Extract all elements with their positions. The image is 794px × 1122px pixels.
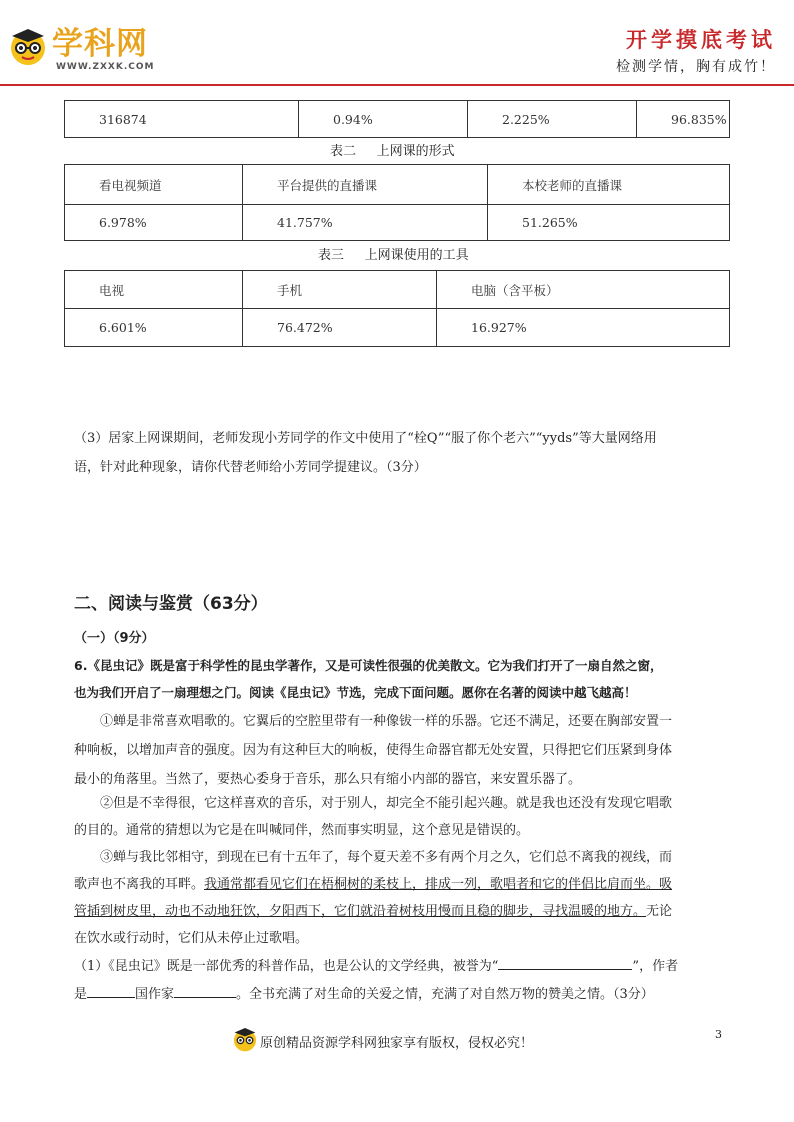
question-1-line-2 xyxy=(74,980,654,1009)
underlined-passage: 管插到树皮里，动也不动地狂饮，夕阳西下，它们就沿着树枝用慢而且稳的脚步，寻找温暖的地方。 xyxy=(74,904,647,919)
table-cell: 6.601% xyxy=(65,309,243,347)
question-3-line-1: （3）居家上网课期间，老师发现小芳同学的作文中使用了“栓Q”“服了你个老六”“yyds”等大量网络用 xyxy=(74,431,657,446)
page-number: 3 xyxy=(715,1028,722,1041)
footer-mascot-icon xyxy=(232,1026,258,1052)
table-row xyxy=(65,205,730,241)
logo-text: 学科网 xyxy=(52,26,148,62)
question-text: 。全书充满了对生命的关爱之情，充满了对自然万物的赞美之情。（3分） xyxy=(236,987,654,1002)
question-1-line-1 xyxy=(74,952,678,981)
table-row xyxy=(65,101,730,138)
question-6-line-1: 6.《昆虫记》既是富于科学性的昆虫学著作，又是可读性很强的优美散文。它为我们打开了一扇自然之窗， xyxy=(74,658,663,673)
footer-copyright: 原创精品资源学科网独家享有版权，侵权必究！ xyxy=(260,1036,534,1051)
header-divider xyxy=(0,84,794,86)
passage-text: 无论 xyxy=(646,904,673,919)
table-header: 平台提供的直播课 xyxy=(243,165,488,205)
logo-mascot-icon xyxy=(8,26,48,66)
exam-subtitle: 检测学情，胸有成竹！ xyxy=(616,59,776,75)
question-3-line-2: 语，针对此种现象，请你代替老师给小芳同学提建议。（3分） xyxy=(74,460,427,475)
table-1 xyxy=(64,100,730,138)
question-text: 是 xyxy=(74,987,88,1002)
logo-url: WWW.ZXXK.COM xyxy=(56,62,155,72)
passage-p2-line-2: 的目的。通常的猜想以为它是在叫喊同伴，然而事实明显，这个意见是错误的。 xyxy=(74,823,530,838)
table-cell: 6.978% xyxy=(65,205,243,241)
table-2 xyxy=(64,164,730,241)
table-3-caption: 表三 上网课使用的工具 xyxy=(318,248,469,263)
question-text: 国作家 xyxy=(135,987,175,1002)
table-3 xyxy=(64,270,730,347)
subsection-title: （一）（9分） xyxy=(74,631,155,646)
passage-p1-line-1: ①蝉是非常喜欢唱歌的。它翼后的空腔里带有一种像钹一样的乐器。它还不满足，还要在胸部安置一 xyxy=(100,714,673,729)
table-cell: 16.927% xyxy=(437,309,730,347)
table-header: 看电视频道 xyxy=(65,165,243,205)
passage-p3-line-4: 在饮水或行动时，它们从未停止过歌唱。 xyxy=(74,931,309,946)
table-cell: 2.225% xyxy=(468,101,637,138)
passage-p2-line-1: ②但是不幸得很，它这样喜欢的音乐，对于别人，却完全不能引起兴趣。就是我也还没有发现它唱歌 xyxy=(100,796,673,811)
question-text: （1）《昆虫记》既是一部优秀的科普作品，也是公认的文学经典，被誉为“ xyxy=(74,959,499,974)
table-cell: 41.757% xyxy=(243,205,488,241)
table-cell: 316874 xyxy=(65,101,299,138)
answer-blank-title[interactable] xyxy=(498,955,632,970)
answer-blank-author[interactable] xyxy=(174,983,236,998)
answer-blank-country[interactable] xyxy=(87,983,135,998)
passage-p3-line-1: ③蝉与我比邻相守，到现在已有十五年了，每个夏天差不多有两个月之久，它们总不离我的视线，而 xyxy=(100,850,673,865)
passage-text: 歌声也不离我的耳畔。 xyxy=(74,877,205,892)
table-cell: 51.265% xyxy=(488,205,730,241)
question-text: ”，作者 xyxy=(632,959,679,974)
passage-p3-line-2 xyxy=(74,870,672,899)
table-2-caption: 表二 上网课的形式 xyxy=(330,144,455,159)
passage-p3-line-3 xyxy=(74,897,672,926)
table-cell: 96.835% xyxy=(637,101,730,138)
passage-p1-line-2: 种响板，以增加声音的强度。因为有这种巨大的响板，使得生命器官都无处安置，只得把它们压紧到身体 xyxy=(74,743,673,758)
table-header: 电脑（含平板） xyxy=(437,271,730,309)
table-cell: 76.472% xyxy=(243,309,437,347)
table-header: 本校老师的直播课 xyxy=(488,165,730,205)
passage-p1-line-3: 最小的角落里。当然了，要热心委身于音乐，那么只有缩小内部的器官，来安置乐器了。 xyxy=(74,772,582,787)
question-6-line-2: 也为我们开启了一扇理想之门。阅读《昆虫记》节选，完成下面问题。愿你在名著的阅读中越飞越高！ xyxy=(74,685,637,700)
exam-title: 开学摸底考试 xyxy=(626,27,776,52)
underlined-passage: 我通常都看见它们在梧桐树的柔枝上，排成一列，歌唱者和它的伴侣比肩而坐。吸 xyxy=(204,877,673,892)
table-cell: 0.94% xyxy=(299,101,468,138)
table-row xyxy=(65,165,730,205)
table-row xyxy=(65,309,730,347)
table-header: 电视 xyxy=(65,271,243,309)
section-title: 二、阅读与鉴赏（63分） xyxy=(74,594,268,614)
table-row xyxy=(65,271,730,309)
table-header: 手机 xyxy=(243,271,437,309)
